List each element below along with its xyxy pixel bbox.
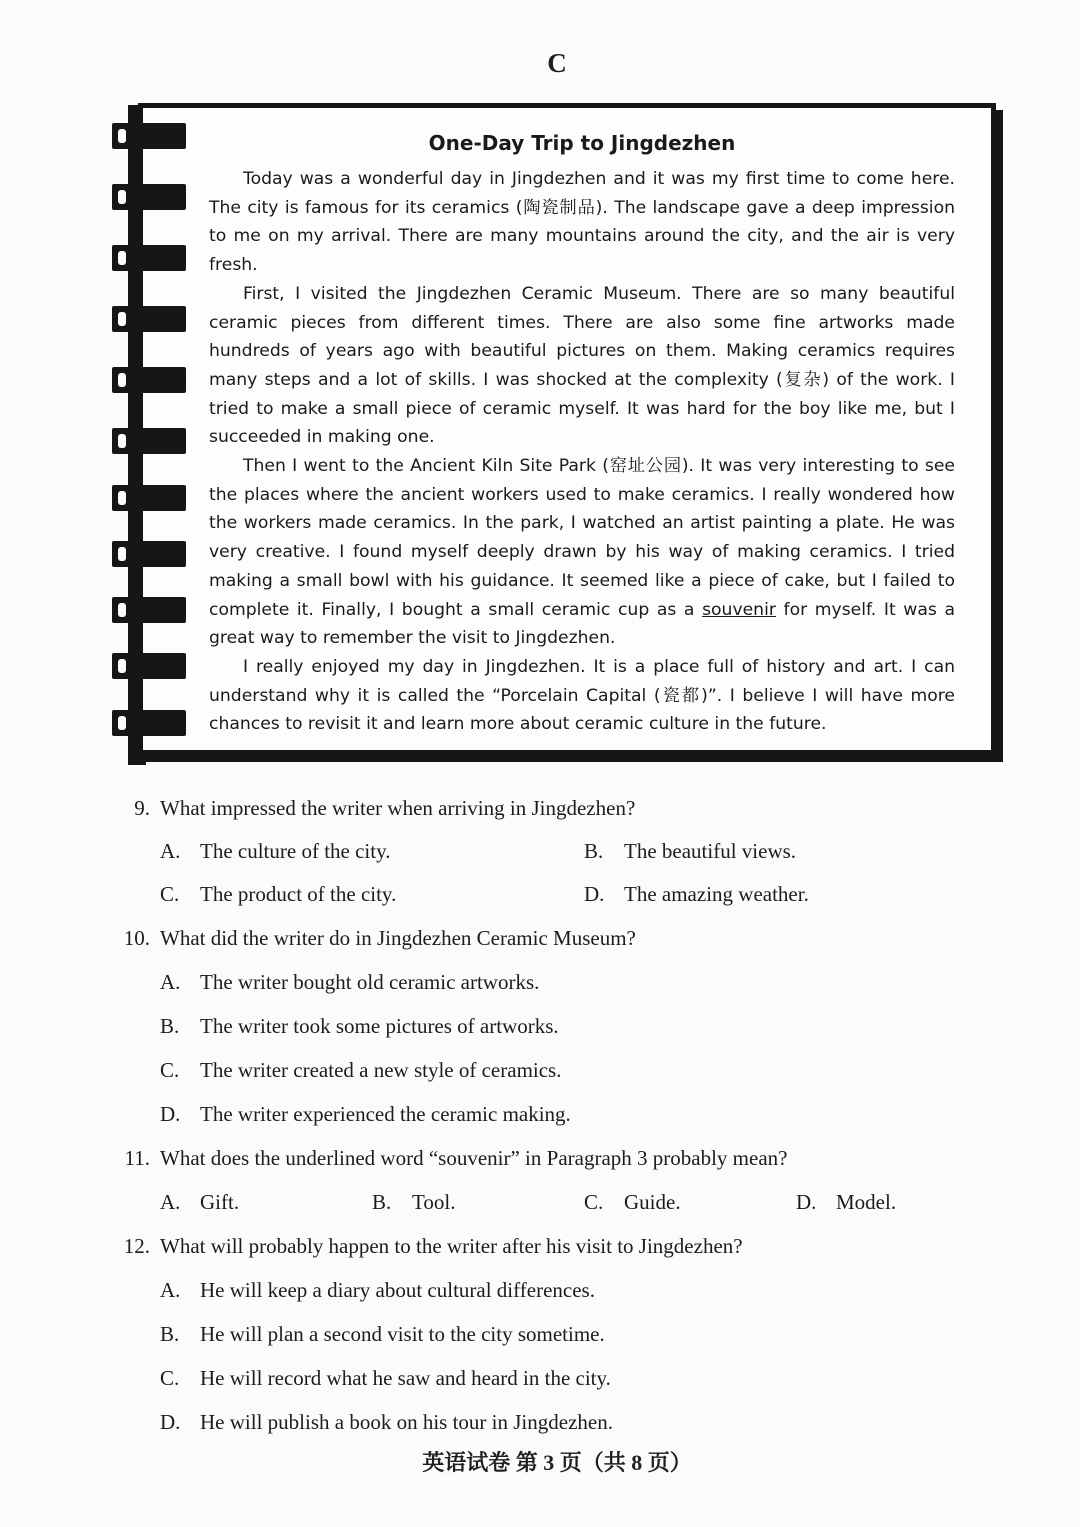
- question-list: [108, 786, 1008, 1444]
- binder-ring-icon: [112, 653, 186, 679]
- paragraph-3: [209, 452, 955, 653]
- paragraph-3-text: Then I went to the Ancient Kiln Site Park (窑址公园). It was very interesting to see the places where the ancient workers used to make ceramics. I really wondered how the workers made ceramics. In the park, I watched an artist painting a plate. He was very creative. I found myself deeply drawn by his way of making ceramics. I tried making a small bowl with his guidance. It seemed like a piece of cake, but I failed to complete it. Finally, I bought a small ceramic cup as a: [209, 456, 955, 620]
- question-12: [108, 1224, 1008, 1444]
- paragraph-3-text-end: for myself. It was a great way to remember the visit to Jingdezhen.: [209, 599, 955, 649]
- question-11: [108, 1136, 1008, 1224]
- option-d: D. The writer experienced the ceramic making.: [160, 1101, 571, 1126]
- binder-ring-icon: [112, 597, 186, 623]
- option-a: A. Gift.: [160, 1189, 240, 1214]
- question-stem: What impressed the writer when arriving in Jingdezhen?: [160, 795, 636, 820]
- option-d: D. He will publish a book on his tour in Jingdezhen.: [160, 1409, 613, 1434]
- question-number: 9.: [134, 795, 150, 820]
- option-a: A. The culture of the city.: [160, 839, 391, 863]
- question-number: 10.: [123, 925, 150, 950]
- binder-ring-icon: [112, 485, 186, 511]
- reading-passage: [209, 130, 955, 739]
- question-stem: What did the writer do in Jingdezhen Ceramic Museum?: [160, 925, 636, 950]
- question-number: 11.: [124, 1145, 150, 1170]
- question-9: [108, 786, 1008, 916]
- underlined-word: souvenir: [702, 599, 776, 620]
- section-letter: C: [547, 48, 567, 78]
- option-c: C. The writer created a new style of ceramics.: [160, 1057, 562, 1082]
- binder-ring-icon: [112, 367, 186, 393]
- option-a: A. He will keep a diary about cultural differences.: [160, 1277, 595, 1302]
- binder-ring-icon: [112, 184, 186, 210]
- binder-ring-icon: [112, 541, 186, 567]
- option-c: C. Guide.: [584, 1189, 681, 1214]
- option-c: C. The product of the city.: [160, 882, 397, 906]
- option-b: B. The writer took some pictures of artworks.: [160, 1013, 559, 1038]
- binder-ring-icon: [112, 710, 186, 736]
- option-d: D. Model.: [796, 1189, 897, 1214]
- binder-ring-icon: [112, 123, 186, 149]
- option-a: A. The writer bought old ceramic artworks.: [160, 969, 540, 994]
- paragraph-4: I really enjoyed my day in Jingdezhen. It is a place full of history and art. I can understand why it is called the “Porcelain Capital (瓷都)”. I believe I will have more chances to revisit it and learn more about ceramic culture in the future.: [209, 656, 955, 735]
- option-b: B. Tool.: [372, 1189, 456, 1214]
- question-stem: What will probably happen to the writer after his visit to Jingdezhen?: [160, 1233, 743, 1258]
- option-b: B. The beautiful views.: [584, 839, 797, 863]
- paragraph-1: Today was a wonderful day in Jingdezhen and it was my first time to come here. The city is famous for its ceramics (陶瓷制品). The landscape gave a deep impression to me on my arrival. There are many mountains around the city, and the air is very fresh.: [209, 169, 955, 276]
- question-10: [108, 916, 1008, 1136]
- passage-title: One-Day Trip to Jingdezhen: [428, 131, 736, 155]
- question-number: 12.: [123, 1233, 150, 1258]
- page-footer: 英语试卷 第 3 页（共 8 页）: [422, 1450, 692, 1475]
- binder-ring-icon: [112, 306, 186, 332]
- binder-ring-icon: [112, 245, 186, 271]
- option-c: C. He will record what he saw and heard in the city.: [160, 1365, 611, 1390]
- option-b: B. He will plan a second visit to the city sometime.: [160, 1321, 605, 1346]
- paragraph-2: First, I visited the Jingdezhen Ceramic Museum. There are so many beautiful ceramic pieces from different times. There are also some fine artworks made hundreds of years ago with beautiful pictures on them. Making ceramics requires many steps and a lot of skills. I was shocked at the complexity (复杂) of the work. I tried to make a small piece of ceramic myself. It was hard for the boy like me, but I succeeded in making one.: [209, 283, 955, 448]
- binder-ring-icon: [112, 428, 186, 454]
- question-stem: What does the underlined word “souvenir” in Paragraph 3 probably mean?: [160, 1145, 788, 1170]
- option-d: D. The amazing weather.: [584, 882, 809, 906]
